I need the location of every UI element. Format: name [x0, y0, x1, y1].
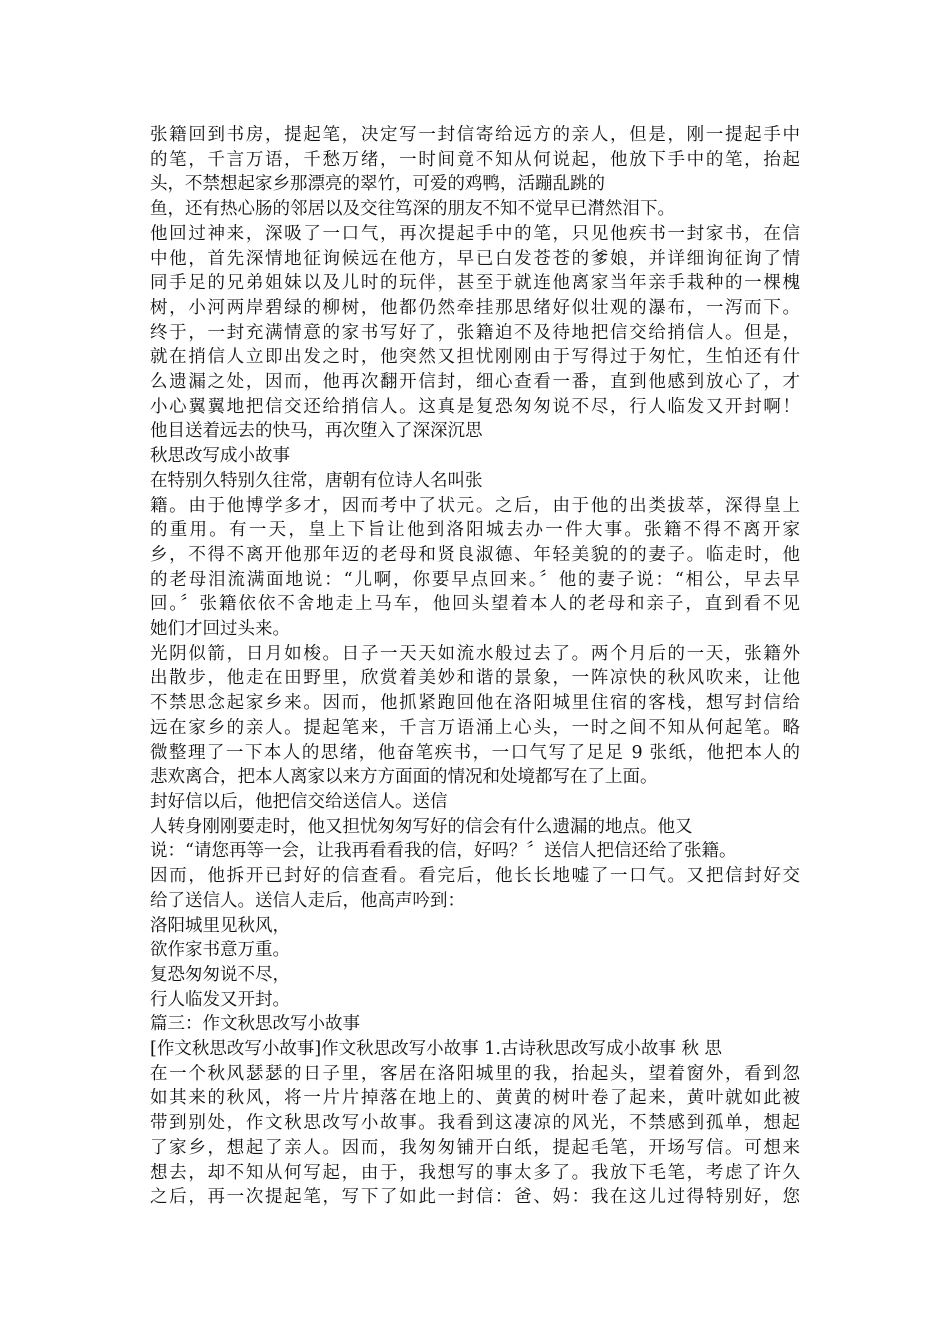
text-line: 么遗漏之处，因而，他再次翻开信封，细心查看一番，直到他感到放心了，才: [150, 372, 800, 393]
document-body: [150, 123, 800, 1210]
text-line: 人转身刚刚要走时，他又担忧匆匆写好的信会有什么遗漏的地点。他又: [150, 816, 693, 837]
text-line: 在一个秋风瑟瑟的日子里，客居在洛阳城里的我，抬起头，望着窗外，看到忽: [150, 1063, 800, 1084]
text-line: 悲欢离合，把本人离家以来方方面面的情况和处境都写在了上面。: [150, 767, 658, 788]
text-line: 她们才回过头来。: [150, 619, 290, 640]
text-line: 在特别久特别久往常，唐朝有位诗人名叫张: [150, 470, 483, 491]
text-line: 因而，他拆开已封好的信查看。看完后，他长长地嘘了一口气。又把信封好交: [150, 866, 800, 887]
text-line: 张籍回到书房，提起笔，决定写一封信寄给远方的亲人，但是，刚一提起手中: [150, 125, 800, 145]
text-line: [作文秋思改写小故事]作文秋思改写小故事 1.古诗秋思改写成小故事 秋 思: [150, 1039, 723, 1060]
text-line: 复恐匆匆说不尽，: [150, 964, 290, 985]
text-line: 小心翼翼地把信交还给捎信人。这真是复恐匆匆说不尽，行人临发又开封啊！: [150, 396, 800, 417]
text-line: 鱼，还有热心肠的邻居以及交往笃深的朋友不知不觉早已潸然泪下。: [150, 199, 675, 220]
text-line: 出散步，他走在田野里，欣赏着美妙和谐的景象，一阵凉快的秋风吹来，让他: [150, 668, 800, 689]
text-line: 的重用。有一天，皇上下旨让他到洛阳城去办一件大事。张籍不得不离开家: [150, 520, 800, 541]
text-line: 籍。由于他博学多才，因而考中了状元。之后，由于他的出类拔萃，深得皇上: [150, 495, 800, 516]
text-line: 头，不禁想起家乡那漂亮的翠竹，可爱的鸡鸭，活蹦乱跳的: [150, 174, 605, 195]
text-line: 同手足的兄弟姐妹以及儿时的玩伴，甚至于就连他离家当年亲手栽种的一棵槐: [150, 273, 800, 294]
text-line: 的老母泪流满面地说：“儿啊，你要早点回来。〞他的妻子说：“相公，早去早: [150, 569, 800, 590]
text-line: 如其来的秋风，将一片片掉落在地上的、黄黄的树叶卷了起来，黄叶就如此被: [150, 1088, 800, 1109]
text-line: 秋思改写成小故事: [150, 446, 290, 467]
text-line: 欲作家书意万重。: [150, 940, 290, 961]
text-line: 给了送信人。送信人走后，他高声吟到：: [150, 890, 465, 911]
text-line: 想去，却不知从何写起，由于，我想写的事太多了。我放下毛笔，考虑了许久: [150, 1162, 800, 1183]
text-line: 光阴似箭，日月如梭。日子一天天如流水般过去了。两个月后的一天，张籍外: [150, 643, 800, 664]
text-line: 中他，首先深情地征询候远在他方，早已白发苍苍的爹娘，并详细询征询了情: [150, 248, 800, 269]
text-line: 不禁思念起家乡来。因而，他抓紧跑回他在洛阳城里住宿的客栈，想写封信给: [150, 693, 800, 714]
text-line: 之后，再一次提起笔，写下了如此一封信：爸、妈：我在这儿过得特别好，您: [150, 1187, 800, 1208]
text-line: 乡，不得不离开他那年迈的老母和贤良淑德、年轻美貌的的妻子。临走时，他: [150, 544, 800, 565]
text-line: 他目送着远去的快马，再次堕入了深深沉思: [150, 421, 483, 442]
text-line: 行人临发又开封。: [150, 989, 290, 1010]
text-line: 洛阳城里见秋风，: [150, 915, 290, 936]
text-line: 回。〞张籍依依不舍地走上马车，他回头望着本人的老母和亲子，直到看不见: [150, 594, 800, 615]
text-line: 就在捎信人立即出发之时，他突然又担忧刚刚由于写得过于匆忙，生怕还有什: [150, 347, 800, 368]
text-line: 终于，一封充满情意的家书写好了，张籍迫不及待地把信交给捎信人。但是，: [150, 322, 800, 343]
text-line: 了家乡，想起了亲人。因而，我匆匆铺开白纸，提起毛笔，开场写信。可想来: [150, 1137, 800, 1158]
text-line: 带到别处，作文秋思改写小故事。我看到这凄凉的风光，不禁感到孤单，想起: [150, 1113, 800, 1134]
text-line: 的笔，千言万语，千愁万绪，一时间竟不知从何说起，他放下手中的笔，抬起: [150, 149, 800, 170]
text-line: 远在家乡的亲人。提起笔来，千言万语涌上心头，一时之间不知从何起笔。略: [150, 717, 800, 738]
text-line: 树，小河两岸碧绿的柳树，他都仍然牵挂那思绪好似壮观的瀑布，一泻而下。: [150, 297, 800, 318]
text-line: 微整理了一下本人的思绪，他奋笔疾书，一口气写了足足 9 张纸，他把本人的: [150, 742, 800, 763]
text-line: 封好信以后，他把信交给送信人。送信: [150, 791, 448, 812]
text-line: 他回过神来，深吸了一口气，再次提起手中的笔，只见他疾书一封家书，在信: [150, 223, 800, 244]
text-line: 篇三：作文秋思改写小故事: [150, 1014, 360, 1035]
text-line: 说：“请您再等一会，让我再看看我的信，好吗？〞送信人把信还给了张籍。: [150, 841, 737, 862]
